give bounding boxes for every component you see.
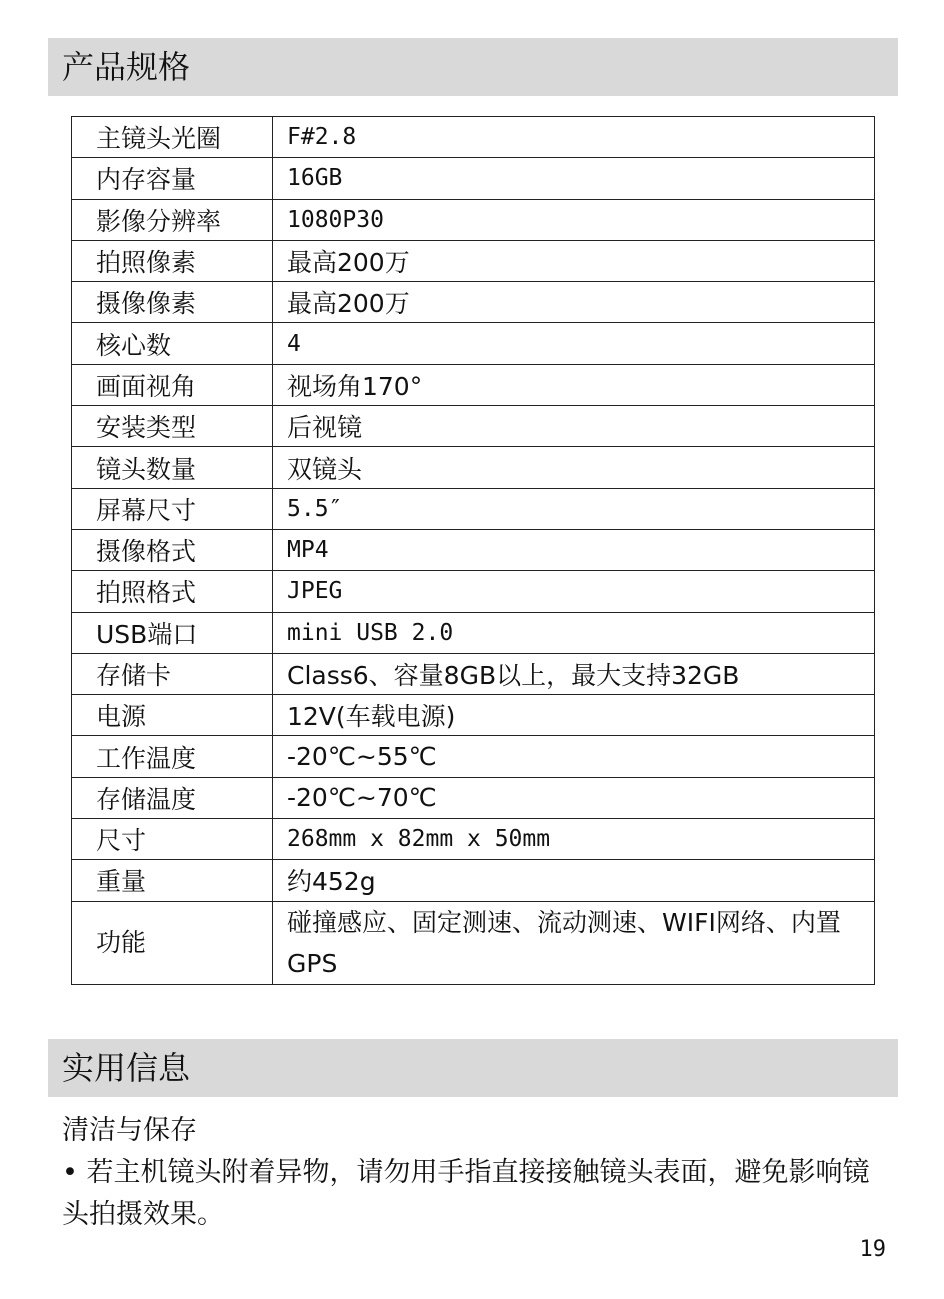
spec-value: F#2.8 [273, 117, 875, 158]
cleaning-subtitle: 清洁与保存 [62, 1115, 197, 1146]
spec-value: 双镜头 [273, 447, 875, 488]
spec-value: 1080P30 [273, 199, 875, 240]
spec-value: 最高200万 [273, 240, 875, 281]
bullet-paragraph [62, 1152, 892, 1236]
spec-value: 5.5″ [273, 488, 875, 529]
spec-label: 镜头数量 [72, 447, 273, 488]
spec-value: 视场角170° [273, 364, 875, 405]
table-row [72, 529, 875, 570]
spec-value: 4 [273, 323, 875, 364]
info-section-header [48, 1039, 898, 1097]
table-row [72, 736, 875, 777]
table-row [72, 158, 875, 199]
spec-label: 摄像像素 [72, 282, 273, 323]
spec-value: 最高200万 [273, 282, 875, 323]
table-row [72, 199, 875, 240]
spec-value: MP4 [273, 529, 875, 570]
spec-value: 碰撞感应、固定测速、流动测速、WIFI网络、内置GPS [273, 901, 875, 984]
spec-label: 安装类型 [72, 406, 273, 447]
info-section-title: 实用信息 [62, 1049, 191, 1087]
spec-value: -20℃~70℃ [273, 777, 875, 818]
spec-label: 摄像格式 [72, 529, 273, 570]
spec-label: 主镜头光圈 [72, 117, 273, 158]
spec-label: 核心数 [72, 323, 273, 364]
table-row [72, 695, 875, 736]
spec-value: 后视镜 [273, 406, 875, 447]
table-row [72, 901, 875, 984]
spec-value: 12V(车载电源) [273, 695, 875, 736]
spec-label: 工作温度 [72, 736, 273, 777]
spec-label: 画面视角 [72, 364, 273, 405]
table-row [72, 612, 875, 653]
table-row [72, 860, 875, 901]
table-row [72, 488, 875, 529]
spec-label: 内存容量 [72, 158, 273, 199]
bullet-icon: • [62, 1157, 78, 1188]
bullet-text: 若主机镜头附着异物，请勿用手指直接接触镜头表面，避免影响镜头拍摄效果。 [62, 1157, 870, 1230]
spec-label: 电源 [72, 695, 273, 736]
table-row [72, 240, 875, 281]
table-row [72, 571, 875, 612]
spec-label: USB端口 [72, 612, 273, 653]
spec-value: -20℃~55℃ [273, 736, 875, 777]
table-row [72, 364, 875, 405]
spec-value: mini USB 2.0 [273, 612, 875, 653]
spec-label: 存储温度 [72, 777, 273, 818]
spec-label: 影像分辨率 [72, 199, 273, 240]
spec-label: 拍照格式 [72, 571, 273, 612]
table-row [72, 777, 875, 818]
table-row [72, 117, 875, 158]
table-row [72, 447, 875, 488]
page-number: 19 [859, 1237, 886, 1262]
spec-label: 尺寸 [72, 819, 273, 860]
table-row [72, 282, 875, 323]
spec-label: 拍照像素 [72, 240, 273, 281]
spec-section-header [48, 38, 898, 96]
spec-label: 屏幕尺寸 [72, 488, 273, 529]
table-row [72, 323, 875, 364]
spec-label: 重量 [72, 860, 273, 901]
spec-value: 约452g [273, 860, 875, 901]
spec-label: 存储卡 [72, 653, 273, 694]
spec-value: Class6、容量8GB以上，最大支持32GB [273, 653, 875, 694]
spec-label: 功能 [72, 901, 273, 984]
table-row [72, 819, 875, 860]
table-row [72, 406, 875, 447]
spec-value: 16GB [273, 158, 875, 199]
spec-section-title: 产品规格 [62, 48, 191, 86]
spec-value: 268mm x 82mm x 50mm [273, 819, 875, 860]
table-row [72, 653, 875, 694]
spec-table [71, 116, 875, 985]
spec-value: JPEG [273, 571, 875, 612]
